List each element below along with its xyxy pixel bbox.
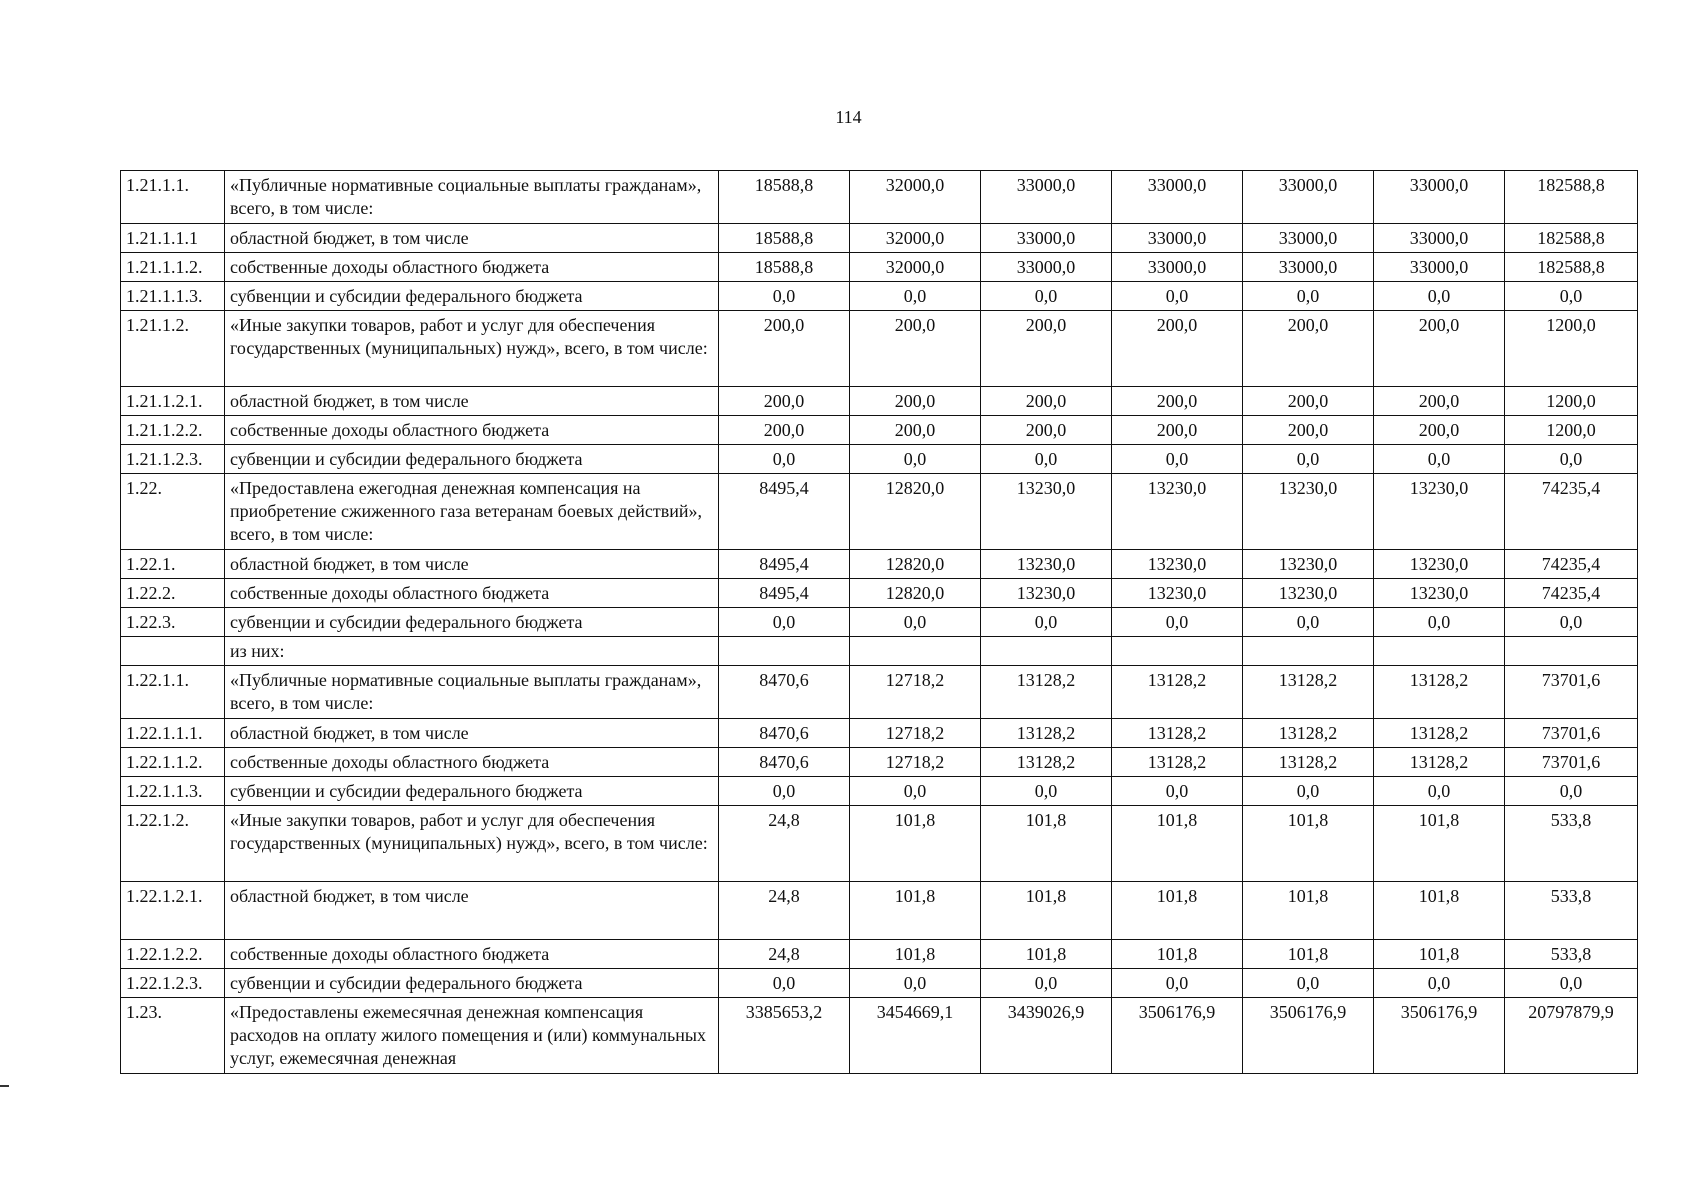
row-code: 1.21.1.2.2. (121, 416, 225, 445)
table-row (121, 311, 1638, 387)
row-value-6: 0,0 (1374, 969, 1505, 998)
row-value-7: 182588,8 (1505, 253, 1638, 282)
row-value-2: 0,0 (850, 608, 981, 637)
table-row (121, 550, 1638, 579)
row-value-3: 13128,2 (981, 666, 1112, 719)
row-value-3: 0,0 (981, 282, 1112, 311)
row-value-4: 13230,0 (1112, 579, 1243, 608)
row-value-7 (1505, 637, 1638, 666)
row-code: 1.22.1. (121, 550, 225, 579)
row-code: 1.22.1.2. (121, 806, 225, 882)
row-value-4: 0,0 (1112, 969, 1243, 998)
row-value-2: 200,0 (850, 416, 981, 445)
row-name: субвенции и субсидии федерального бюджета (225, 969, 719, 998)
row-value-4: 33000,0 (1112, 253, 1243, 282)
row-value-7: 533,8 (1505, 882, 1638, 940)
row-value-7: 73701,6 (1505, 666, 1638, 719)
row-name: собственные доходы областного бюджета (225, 416, 719, 445)
row-value-5: 33000,0 (1243, 224, 1374, 253)
row-value-6: 200,0 (1374, 387, 1505, 416)
row-value-3: 13230,0 (981, 550, 1112, 579)
row-code: 1.23. (121, 998, 225, 1074)
row-value-4: 13230,0 (1112, 474, 1243, 550)
row-value-7: 182588,8 (1505, 171, 1638, 224)
row-value-4: 13128,2 (1112, 748, 1243, 777)
table-row (121, 806, 1638, 882)
row-value-1: 8470,6 (719, 748, 850, 777)
row-value-1: 8470,6 (719, 666, 850, 719)
row-value-7: 73701,6 (1505, 719, 1638, 748)
budget-table (120, 170, 1638, 1074)
row-name: областной бюджет, в том числе (225, 387, 719, 416)
row-name: «Публичные нормативные социальные выплаты гражданам», всего, в том числе: (225, 171, 719, 224)
row-value-4: 0,0 (1112, 282, 1243, 311)
row-value-2: 12820,0 (850, 550, 981, 579)
row-value-5 (1243, 637, 1374, 666)
row-value-5: 200,0 (1243, 416, 1374, 445)
row-name: субвенции и субсидии федерального бюджета (225, 445, 719, 474)
row-code: 1.22.1.2.1. (121, 882, 225, 940)
row-value-3: 33000,0 (981, 253, 1112, 282)
row-code: 1.22.1.2.2. (121, 940, 225, 969)
row-value-6: 101,8 (1374, 806, 1505, 882)
row-value-7: 1200,0 (1505, 387, 1638, 416)
row-code: 1.21.1.1.1 (121, 224, 225, 253)
row-value-6: 0,0 (1374, 777, 1505, 806)
row-value-7: 1200,0 (1505, 416, 1638, 445)
row-value-3: 0,0 (981, 608, 1112, 637)
table-row (121, 719, 1638, 748)
row-code: 1.22.1.2.3. (121, 969, 225, 998)
row-value-5: 0,0 (1243, 777, 1374, 806)
row-value-5: 13128,2 (1243, 748, 1374, 777)
row-value-5: 101,8 (1243, 940, 1374, 969)
row-value-2: 101,8 (850, 806, 981, 882)
row-value-1: 200,0 (719, 387, 850, 416)
row-name: собственные доходы областного бюджета (225, 253, 719, 282)
row-code: 1.21.1.1. (121, 171, 225, 224)
row-value-6: 13230,0 (1374, 474, 1505, 550)
row-value-7: 0,0 (1505, 969, 1638, 998)
row-value-7: 74235,4 (1505, 550, 1638, 579)
row-value-5: 101,8 (1243, 882, 1374, 940)
row-code: 1.22. (121, 474, 225, 550)
row-value-7: 0,0 (1505, 608, 1638, 637)
row-value-3: 0,0 (981, 777, 1112, 806)
row-code: 1.22.2. (121, 579, 225, 608)
row-value-1: 24,8 (719, 940, 850, 969)
table-body (121, 171, 1638, 1074)
row-value-3: 33000,0 (981, 224, 1112, 253)
row-name: областной бюджет, в том числе (225, 882, 719, 940)
row-value-5: 0,0 (1243, 445, 1374, 474)
row-name: «Публичные нормативные социальные выплаты гражданам», всего, в том числе: (225, 666, 719, 719)
table-row (121, 666, 1638, 719)
table-row (121, 224, 1638, 253)
row-value-5: 0,0 (1243, 608, 1374, 637)
row-name: областной бюджет, в том числе (225, 719, 719, 748)
table-row (121, 940, 1638, 969)
row-value-2: 101,8 (850, 940, 981, 969)
row-code: 1.21.1.1.3. (121, 282, 225, 311)
row-value-5: 13230,0 (1243, 474, 1374, 550)
row-value-5: 13128,2 (1243, 666, 1374, 719)
row-name: областной бюджет, в том числе (225, 224, 719, 253)
table-row (121, 998, 1638, 1074)
row-value-2: 12718,2 (850, 719, 981, 748)
row-value-3: 13230,0 (981, 474, 1112, 550)
row-value-1: 0,0 (719, 608, 850, 637)
table-row (121, 416, 1638, 445)
table-row (121, 969, 1638, 998)
row-value-6: 33000,0 (1374, 224, 1505, 253)
row-value-3: 0,0 (981, 445, 1112, 474)
row-value-3: 33000,0 (981, 171, 1112, 224)
row-value-4: 200,0 (1112, 387, 1243, 416)
row-code: 1.22.1.1.1. (121, 719, 225, 748)
row-value-3: 101,8 (981, 806, 1112, 882)
row-code: 1.22.1.1.3. (121, 777, 225, 806)
row-value-2: 0,0 (850, 777, 981, 806)
row-value-6: 101,8 (1374, 882, 1505, 940)
row-value-3: 200,0 (981, 416, 1112, 445)
row-value-3: 200,0 (981, 311, 1112, 387)
row-code (121, 637, 225, 666)
row-code: 1.21.1.2. (121, 311, 225, 387)
row-value-4: 33000,0 (1112, 171, 1243, 224)
row-name: собственные доходы областного бюджета (225, 748, 719, 777)
row-code: 1.22.1.1.2. (121, 748, 225, 777)
row-value-6: 13230,0 (1374, 550, 1505, 579)
row-value-6: 200,0 (1374, 311, 1505, 387)
row-value-2: 3454669,1 (850, 998, 981, 1074)
row-value-5: 101,8 (1243, 806, 1374, 882)
row-value-1: 8470,6 (719, 719, 850, 748)
table-row (121, 882, 1638, 940)
row-value-2: 12718,2 (850, 748, 981, 777)
row-value-1: 8495,4 (719, 474, 850, 550)
table-row (121, 608, 1638, 637)
row-value-1: 8495,4 (719, 579, 850, 608)
table-row (121, 171, 1638, 224)
table-row (121, 637, 1638, 666)
row-value-6: 13128,2 (1374, 666, 1505, 719)
row-value-3: 101,8 (981, 940, 1112, 969)
table-row (121, 579, 1638, 608)
row-value-4: 13128,2 (1112, 719, 1243, 748)
row-value-6: 13128,2 (1374, 748, 1505, 777)
row-value-6: 13128,2 (1374, 719, 1505, 748)
row-value-7: 533,8 (1505, 940, 1638, 969)
row-value-4: 101,8 (1112, 882, 1243, 940)
row-value-1: 18588,8 (719, 224, 850, 253)
row-value-6: 33000,0 (1374, 171, 1505, 224)
row-value-4: 101,8 (1112, 940, 1243, 969)
row-name: «Иные закупки товаров, работ и услуг для обеспечения государственных (муниципальных) нужд», всего, в том числе: (225, 311, 719, 387)
row-value-5: 13230,0 (1243, 579, 1374, 608)
table-row (121, 777, 1638, 806)
row-value-4: 0,0 (1112, 445, 1243, 474)
row-value-2: 12820,0 (850, 474, 981, 550)
row-value-6: 33000,0 (1374, 253, 1505, 282)
row-value-1: 0,0 (719, 969, 850, 998)
row-value-1: 8495,4 (719, 550, 850, 579)
row-name: «Предоставлена ежегодная денежная компенсация на приобретение сжиженного газа ветеранам боевых действий», всего, в том числе: (225, 474, 719, 550)
row-value-1 (719, 637, 850, 666)
row-value-2: 32000,0 (850, 224, 981, 253)
row-value-7: 74235,4 (1505, 579, 1638, 608)
row-value-1: 200,0 (719, 416, 850, 445)
row-value-7: 20797879,9 (1505, 998, 1638, 1074)
page-number: 114 (835, 107, 862, 127)
row-name: «Предоставлены ежемесячная денежная компенсация расходов на оплату жилого помещения и (или) коммунальных услуг, ежемесячная денежная (225, 998, 719, 1074)
row-value-2: 12718,2 (850, 666, 981, 719)
row-value-1: 18588,8 (719, 253, 850, 282)
row-value-3: 0,0 (981, 969, 1112, 998)
row-value-2: 32000,0 (850, 171, 981, 224)
row-code: 1.21.1.2.1. (121, 387, 225, 416)
row-value-3: 13128,2 (981, 748, 1112, 777)
row-value-4: 200,0 (1112, 416, 1243, 445)
row-value-4: 13230,0 (1112, 550, 1243, 579)
row-value-1: 0,0 (719, 445, 850, 474)
row-value-2: 12820,0 (850, 579, 981, 608)
row-value-5: 200,0 (1243, 387, 1374, 416)
row-value-3: 3439026,9 (981, 998, 1112, 1074)
row-value-7: 0,0 (1505, 282, 1638, 311)
row-value-1: 24,8 (719, 806, 850, 882)
row-value-3: 200,0 (981, 387, 1112, 416)
table-row (121, 445, 1638, 474)
row-name: «Иные закупки товаров, работ и услуг для обеспечения государственных (муниципальных) нужд», всего, в том числе: (225, 806, 719, 882)
row-value-5: 13128,2 (1243, 719, 1374, 748)
table-row (121, 282, 1638, 311)
scan-edge-mark (0, 1085, 9, 1087)
row-value-4: 0,0 (1112, 608, 1243, 637)
row-value-2: 101,8 (850, 882, 981, 940)
row-value-5: 0,0 (1243, 282, 1374, 311)
row-value-2: 0,0 (850, 282, 981, 311)
row-value-1: 200,0 (719, 311, 850, 387)
row-value-5: 0,0 (1243, 969, 1374, 998)
table-row (121, 748, 1638, 777)
row-value-1: 0,0 (719, 282, 850, 311)
row-value-3 (981, 637, 1112, 666)
row-value-5: 13230,0 (1243, 550, 1374, 579)
row-name: из них: (225, 637, 719, 666)
row-value-1: 24,8 (719, 882, 850, 940)
row-name: субвенции и субсидии федерального бюджета (225, 282, 719, 311)
row-name: субвенции и субсидии федерального бюджета (225, 608, 719, 637)
row-value-4: 0,0 (1112, 777, 1243, 806)
row-value-4: 200,0 (1112, 311, 1243, 387)
row-code: 1.22.3. (121, 608, 225, 637)
row-name: собственные доходы областного бюджета (225, 579, 719, 608)
row-value-2: 0,0 (850, 969, 981, 998)
row-value-1: 0,0 (719, 777, 850, 806)
table-row (121, 253, 1638, 282)
table-row (121, 474, 1638, 550)
row-value-6: 0,0 (1374, 282, 1505, 311)
row-value-4: 13128,2 (1112, 666, 1243, 719)
row-value-7: 74235,4 (1505, 474, 1638, 550)
row-code: 1.22.1.1. (121, 666, 225, 719)
row-value-7: 533,8 (1505, 806, 1638, 882)
row-value-5: 33000,0 (1243, 171, 1374, 224)
row-value-7: 182588,8 (1505, 224, 1638, 253)
row-value-6: 200,0 (1374, 416, 1505, 445)
row-value-5: 3506176,9 (1243, 998, 1374, 1074)
row-value-2: 200,0 (850, 311, 981, 387)
row-value-6 (1374, 637, 1505, 666)
row-value-5: 200,0 (1243, 311, 1374, 387)
row-value-3: 101,8 (981, 882, 1112, 940)
row-value-7: 0,0 (1505, 777, 1638, 806)
row-value-6: 0,0 (1374, 608, 1505, 637)
row-value-6: 101,8 (1374, 940, 1505, 969)
row-value-1: 18588,8 (719, 171, 850, 224)
row-value-6: 13230,0 (1374, 579, 1505, 608)
row-value-1: 3385653,2 (719, 998, 850, 1074)
row-value-4: 3506176,9 (1112, 998, 1243, 1074)
row-value-2: 32000,0 (850, 253, 981, 282)
row-value-7: 0,0 (1505, 445, 1638, 474)
row-value-3: 13128,2 (981, 719, 1112, 748)
row-value-7: 1200,0 (1505, 311, 1638, 387)
row-code: 1.21.1.2.3. (121, 445, 225, 474)
row-value-4: 101,8 (1112, 806, 1243, 882)
row-value-6: 3506176,9 (1374, 998, 1505, 1074)
row-value-2 (850, 637, 981, 666)
row-value-6: 0,0 (1374, 445, 1505, 474)
table-row (121, 387, 1638, 416)
row-name: собственные доходы областного бюджета (225, 940, 719, 969)
row-value-4: 33000,0 (1112, 224, 1243, 253)
row-value-7: 73701,6 (1505, 748, 1638, 777)
row-name: субвенции и субсидии федерального бюджета (225, 777, 719, 806)
row-value-3: 13230,0 (981, 579, 1112, 608)
row-value-5: 33000,0 (1243, 253, 1374, 282)
row-value-2: 200,0 (850, 387, 981, 416)
row-name: областной бюджет, в том числе (225, 550, 719, 579)
row-value-2: 0,0 (850, 445, 981, 474)
row-code: 1.21.1.1.2. (121, 253, 225, 282)
row-value-4 (1112, 637, 1243, 666)
